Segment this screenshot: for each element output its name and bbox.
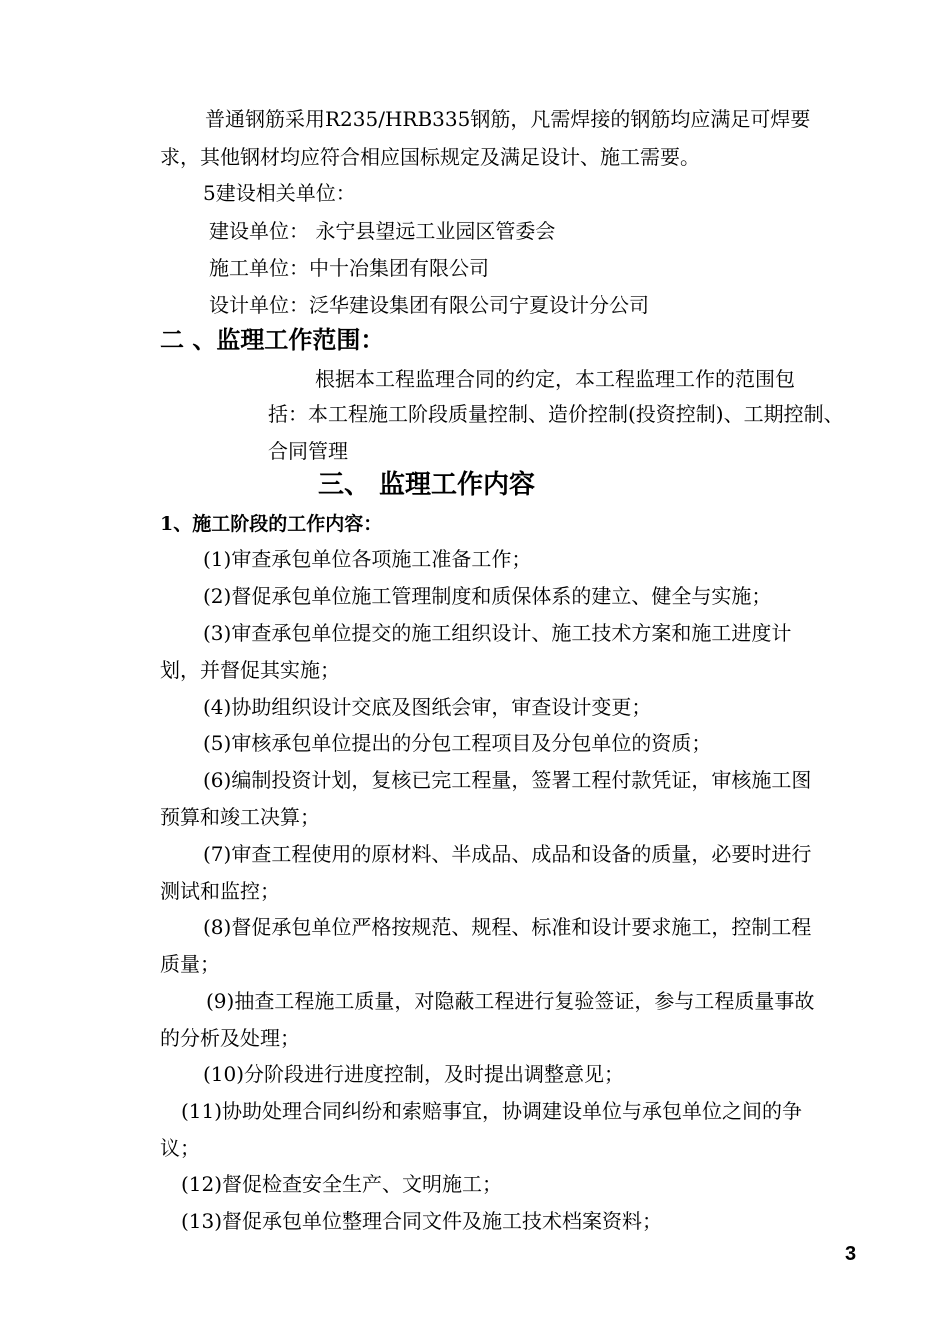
item-3: (3)审查承包单位提交的施工组织设计、施工技术方案和施工进度计 [203,621,792,645]
scope-line-1: 根据本工程监理合同的约定，本工程监理工作的范围包 [315,367,795,391]
item-12: (12)督促检查安全生产、文明施工； [181,1172,503,1196]
scope-line-2: 括：本工程施工阶段质量控制、造价控制(投资控制)、工期控制、 [268,402,844,426]
item-9: (9)抽查工程施工质量，对隐蔽工程进行复验签证，参与工程质量事故 [206,989,815,1013]
page-number: 3 [845,1243,857,1265]
item-8: (8)督促承包单位严格按规范、规程、标准和设计要求施工，控制工程 [203,915,812,939]
item-6-cont: 预算和竣工决算； [160,805,320,829]
scope-line-3: 合同管理 [268,439,348,463]
designer-unit: 设计单位：泛华建设集团有限公司宁夏设计分公司 [209,293,649,317]
owner-unit: 建设单位： 永宁县望远工业园区管委会 [209,219,556,243]
item-13: (13)督促承包单位整理合同文件及施工技术档案资料； [181,1209,663,1233]
contractor-unit: 施工单位：中十冶集团有限公司 [209,256,489,280]
item-2: (2)督促承包单位施工管理制度和质保体系的建立、健全与实施； [203,584,772,608]
item-7-cont: 测试和监控； [160,879,280,903]
intro-line-1: 普通钢筋采用R235/HRB335钢筋，凡需焊接的钢筋均应满足可焊要 [205,107,811,131]
item-4: (4)协助组织设计交底及图纸会审，审查设计变更； [203,695,652,719]
section-3-heading: 三、 监理工作内容 [318,470,536,500]
item-7: (7)审查工程使用的原材料、半成品、成品和设备的质量，必要时进行 [203,842,812,866]
intro-line-3: 5建设相关单位： [203,181,356,205]
item-10: (10)分阶段进行进度控制，及时提出调整意见； [203,1062,625,1086]
item-11: (11)协助处理合同纠纷和索赔事宜，协调建设单位与承包单位之间的争 [181,1099,803,1123]
item-3-cont: 划，并督促其实施； [160,658,340,682]
item-11-cont: 议； [160,1136,200,1160]
item-6: (6)编制投资计划，复核已完工程量，签署工程付款凭证，审核施工图 [203,768,812,792]
section-2-heading: 二 、监理工作范围： [160,326,385,354]
intro-line-2: 求，其他钢材均应符合相应国标规定及满足设计、施工需要。 [160,145,700,169]
item-8-cont: 质量； [160,952,220,976]
item-1: (1)审查承包单位各项施工准备工作； [203,547,532,571]
subsection-heading: 1、施工阶段的工作内容： [160,513,383,535]
item-9-cont: 的分析及处理； [160,1026,300,1050]
item-5: (5)审核承包单位提出的分包工程项目及分包单位的资质； [203,731,712,755]
